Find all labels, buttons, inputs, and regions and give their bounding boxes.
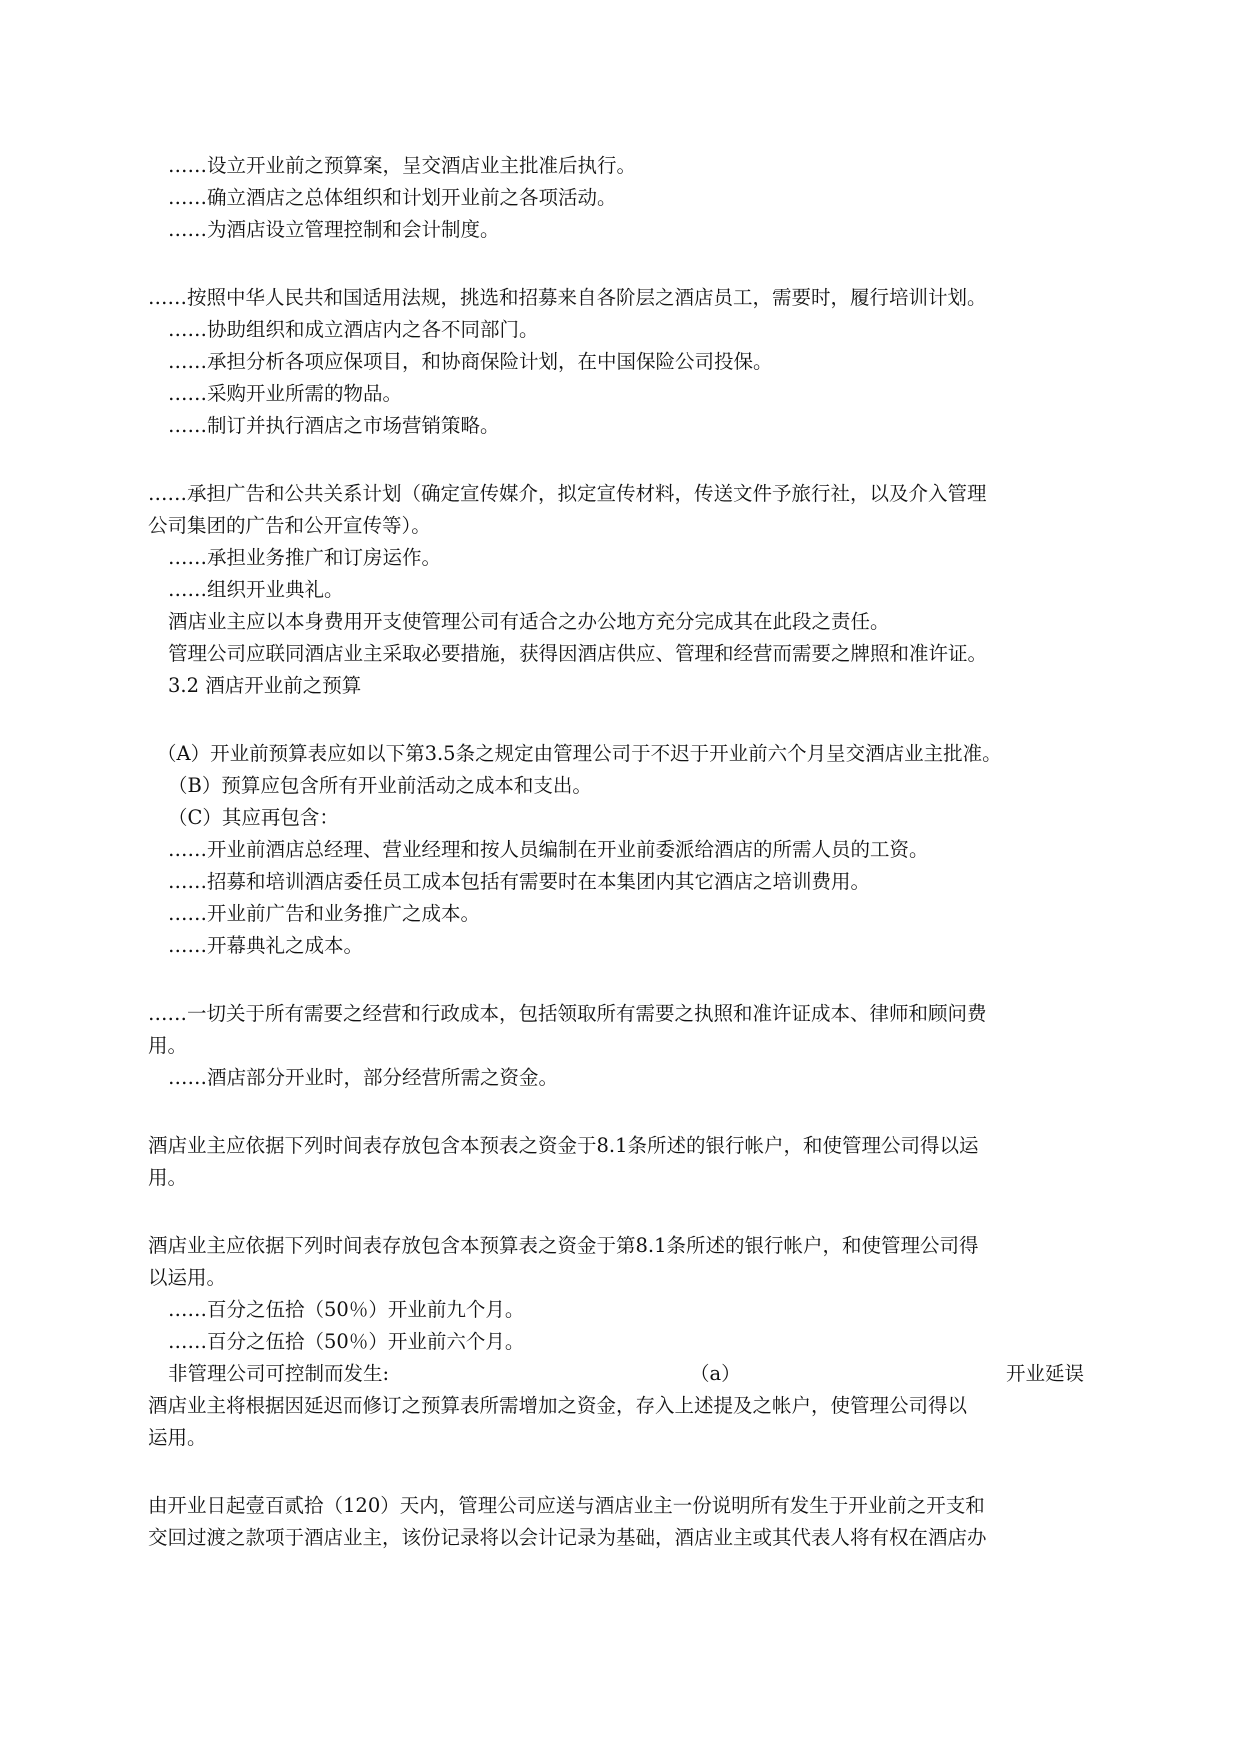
text-line-19: ……开业前酒店总经理、营业经理和按人员编制在开业前委派给酒店的所需人员的工资。 — [168, 838, 929, 861]
text-line-36: 运用。 — [148, 1426, 207, 1449]
text-line-18: （C）其应再包含： — [168, 806, 339, 829]
text-line-23: ……一切关于所有需要之经营和行政成本，包括领取所有需要之执照和准许证成本、律师和顾问费 — [148, 1002, 987, 1025]
text-line-17: （B）预算应包含所有开业前活动之成本和支出。 — [168, 774, 592, 797]
text-line-31: ……百分之伍拾（50％）开业前六个月。 — [168, 1330, 525, 1353]
text-line-9: ……承担广告和公共关系计划（确定宣传媒介，拟定宣传材料，传送文件予旅行社，以及介入管理 — [148, 482, 987, 505]
section-heading: 3.2 酒店开业前之预算 — [168, 674, 362, 697]
text-line-35: 酒店业主将根据因延迟而修订之预算表所需增加之资金，存入上述提及之帐户，使管理公司得以 — [148, 1394, 968, 1417]
text-line-10: 公司集团的广告和公开宣传等）。 — [148, 514, 431, 537]
text-line-24: 用。 — [148, 1034, 188, 1057]
text-line-29: 以运用。 — [148, 1266, 227, 1289]
text-line-20: ……招募和培训酒店委任员工成本包括有需要时在本集团内其它酒店之培训费用。 — [168, 870, 871, 893]
text-line-1: ……设立开业前之预算案，呈交酒店业主批准后执行。 — [168, 154, 637, 177]
text-line-14: 管理公司应联同酒店业主采取必要措施，获得因酒店供应、管理和经营而需要之牌照和准许证。 — [168, 642, 988, 665]
text-line-16: （A）开业前预算表应如以下第3.5条之规定由管理公司于不迟于开业前六个月呈交酒店业主批准。 — [157, 742, 1002, 765]
text-line-28: 酒店业主应依据下列时间表存放包含本预算表之资金于第8.1条所述的银行帐户，和使管理公司得 — [148, 1234, 979, 1257]
text-line-33: （a） — [690, 1362, 741, 1385]
text-line-7: ……采购开业所需的物品。 — [168, 382, 403, 405]
text-line-8: ……制订并执行酒店之市场营销策略。 — [168, 414, 500, 437]
text-line-5: ……协助组织和成立酒店内之各不同部门。 — [168, 318, 539, 341]
text-line-27: 用。 — [148, 1166, 188, 1189]
text-line-34: 开业延误 — [1006, 1362, 1085, 1385]
text-line-26: 酒店业主应依据下列时间表存放包含本预表之资金于8.1条所述的银行帐户，和使管理公司得以运 — [148, 1134, 979, 1157]
text-line-4: ……按照中华人民共和国适用法规，挑选和招募来自各阶层之酒店员工，需要时，履行培训计划。 — [148, 286, 987, 309]
text-line-21: ……开业前广告和业务推广之成本。 — [168, 902, 481, 925]
text-line-32: 非管理公司可控制而发生: — [168, 1362, 390, 1385]
text-line-13: 酒店业主应以本身费用开支使管理公司有适合之办公地方充分完成其在此段之责任。 — [168, 610, 890, 633]
text-line-12: ……组织开业典礼。 — [168, 578, 344, 601]
text-line-22: ……开幕典礼之成本。 — [168, 934, 364, 957]
text-line-2: ……确立酒店之总体组织和计划开业前之各项活动。 — [168, 186, 617, 209]
text-line-30: ……百分之伍拾（50％）开业前九个月。 — [168, 1298, 525, 1321]
text-line-37: 由开业日起壹百贰拾（120）天内，管理公司应送与酒店业主一份说明所有发生于开业前之开支和 — [148, 1494, 985, 1517]
text-line-25: ……酒店部分开业时，部分经营所需之资金。 — [168, 1066, 559, 1089]
text-line-11: ……承担业务推广和订房运作。 — [168, 546, 442, 569]
text-line-38: 交回过渡之款项于酒店业主，该份记录将以会计记录为基础，酒店业主或其代表人将有权在酒店办 — [148, 1526, 987, 1549]
text-line-3: ……为酒店设立管理控制和会计制度。 — [168, 218, 500, 241]
text-line-6: ……承担分析各项应保项目，和协商保险计划，在中国保险公司投保。 — [168, 350, 773, 373]
